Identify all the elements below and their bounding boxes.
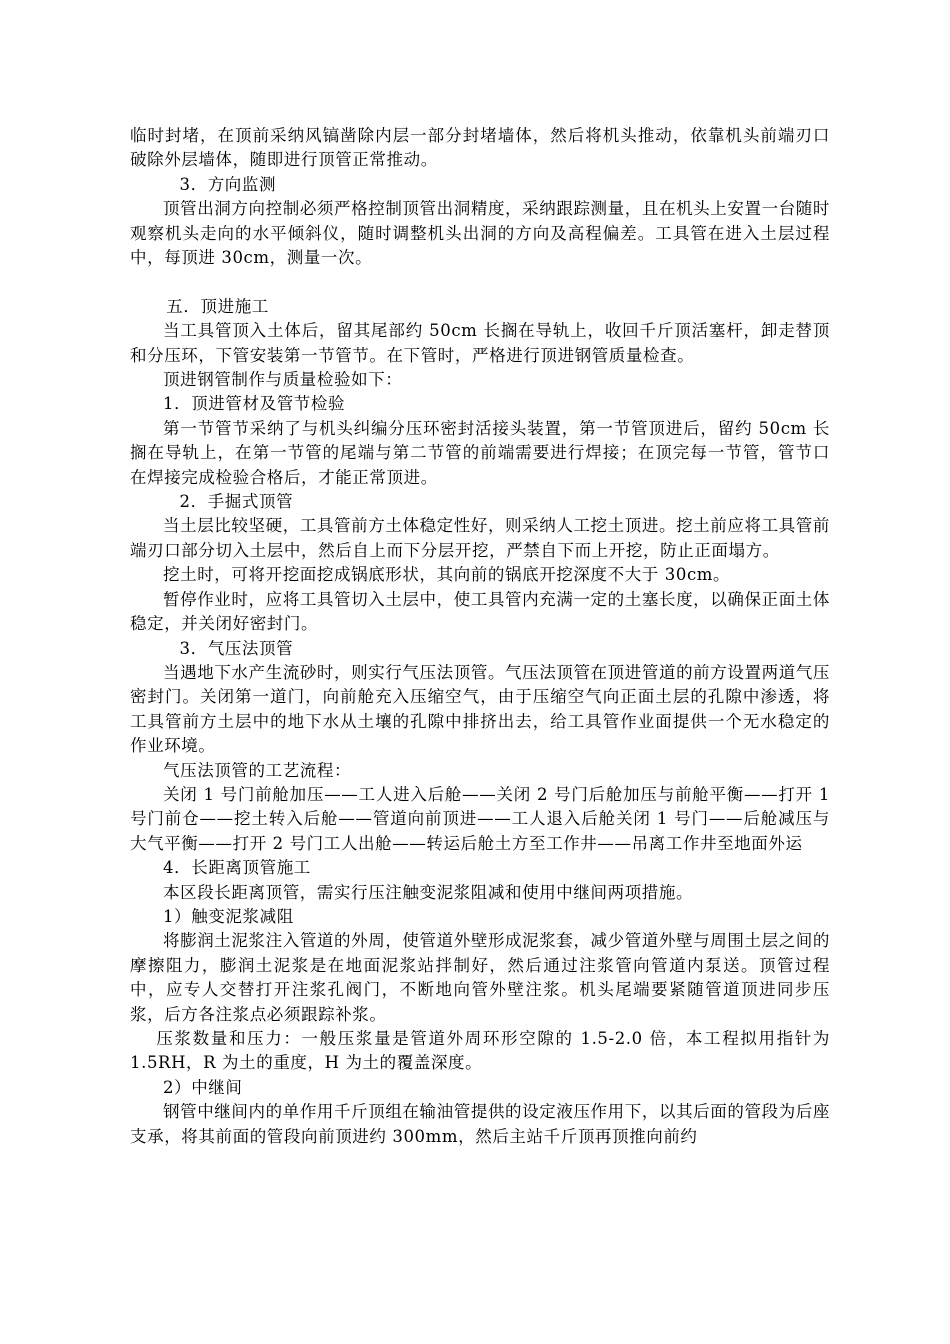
subsection-heading: 1）触变泥浆减阻 xyxy=(163,906,294,926)
paragraph: 当工具管顶入土体后，留其尾部约 50cm 长搁在导轨上，收回千斤顶活塞杆，卸走替顶和分压环，下管安装第一节管节。在下管时，严格进行顶进钢管质量检查。 xyxy=(130,321,830,365)
paragraph: 挖土时，可将开挖面挖成锅底形状，其向前的锅底开挖深度不大于 30cm。 xyxy=(163,565,731,585)
paragraph: 压浆数量和压力：一般压浆量是管道外周环形空隙的 1.5-2.0 倍，本工程拟用指针为 1.5RH，R 为土的重度，H 为土的覆盖深度。 xyxy=(130,1029,830,1073)
section-heading: 4．长距离顶管施工 xyxy=(163,858,311,878)
paragraph: 当遇地下水产生流砂时，则实行气压法顶管。气压法顶管在顶进管道的前方设置两道气压密封门。关闭第一道门，向前舱充入压缩空气，由于压缩空气向正面土层的孔隙中渗透，将工具管前方土层中的地下水从土壤的孔隙中排挤出去，给工具管作业面提供一个无水稳定的作业环境。 xyxy=(130,662,830,756)
paragraph: 钢管中继间内的单作用千斤顶组在输油管提供的设定液压作用下，以其后面的管段为后座支承，将其前面的管段向前顶进约 300mm，然后主站千斤顶再顶推向前约 xyxy=(130,1102,830,1146)
paragraph: 暂停作业时，应将工具管切入土层中，使工具管内充满一定的土塞长度，以确保正面土体稳定，并关闭好密封门。 xyxy=(130,589,830,634)
section-heading: 2．手掘式顶管 xyxy=(179,492,294,512)
subsection-heading: 2）中继间 xyxy=(163,1077,243,1097)
document-body xyxy=(130,124,830,1149)
paragraph: 临时封堵，在顶前采纳风镐凿除内层一部分封堵墙体，然后将机头推动，依靠机头前端刃口破除外层墙体，随即进行顶管正常推动。 xyxy=(130,126,830,170)
paragraph: 顶进钢管制作与质量检验如下： xyxy=(163,370,403,390)
section-heading: 3．方向监测 xyxy=(179,174,277,194)
paragraph: 第一节管节采纳了与机头纠编分压环密封活接头装置，第一节管顶进后，留约 50cm 长搁在导轨上，在第一节管的尾端与第二节管的前端需要进行焊接；在顶完每一节管，管节口在焊接完成检验合格后，才能正常顶进。 xyxy=(130,418,830,487)
process-flow: 关闭 1 号门前舱加压——工人进入后舱——关闭 2 号门后舱加压与前舱平衡——打开 1 号门前仓——挖土转入后舱——管道向前顶进——工人退入后舱关闭 1 号门——后舱减压与大气平衡——打开 2 号门工人出舱——转运后舱土方至工作井——吊离工作井至地面外运 xyxy=(130,784,830,853)
paragraph: 气压法顶管的工艺流程： xyxy=(163,760,352,780)
section-heading: 1．顶进管材及管节检验 xyxy=(163,394,346,414)
paragraph: 当土层比较坚硬，工具管前方土体稳定性好，则采纳人工挖土顶进。挖土前应将工具管前端刃口部分切入土层中，然后自上而下分层开挖，严禁自下而上开挖，防止正面塌方。 xyxy=(130,516,830,560)
section-heading: 3．气压法顶管 xyxy=(179,638,294,658)
blank-line xyxy=(130,270,830,294)
paragraph: 将膨润土泥浆注入管道的外周，使管道外壁形成泥浆套，减少管道外壁与周围土层之间的摩擦阻力，膨润土泥浆是在地面泥浆站拌制好，然后通过注浆管向管道内泵送。顶管过程中，应专人交替打开注浆孔阀门，不断地向管外壁注浆。机头尾端要紧随管道顶进同步压浆，后方各注浆点必须跟踪补浆。 xyxy=(130,931,830,1024)
chapter-heading: 五．顶进施工 xyxy=(166,296,269,316)
paragraph: 顶管出洞方向控制必须严格控制顶管出洞精度，采纳跟踪测量，且在机头上安置一台随时观察机头走向的水平倾斜仪，随时调整机头出洞的方向及高程偏差。工具管在进入土层过程中，每顶进 30cm，测量一次。 xyxy=(130,199,830,268)
paragraph: 本区段长距离顶管，需实行压注触变泥浆阻减和使用中继间两项措施。 xyxy=(163,882,694,902)
